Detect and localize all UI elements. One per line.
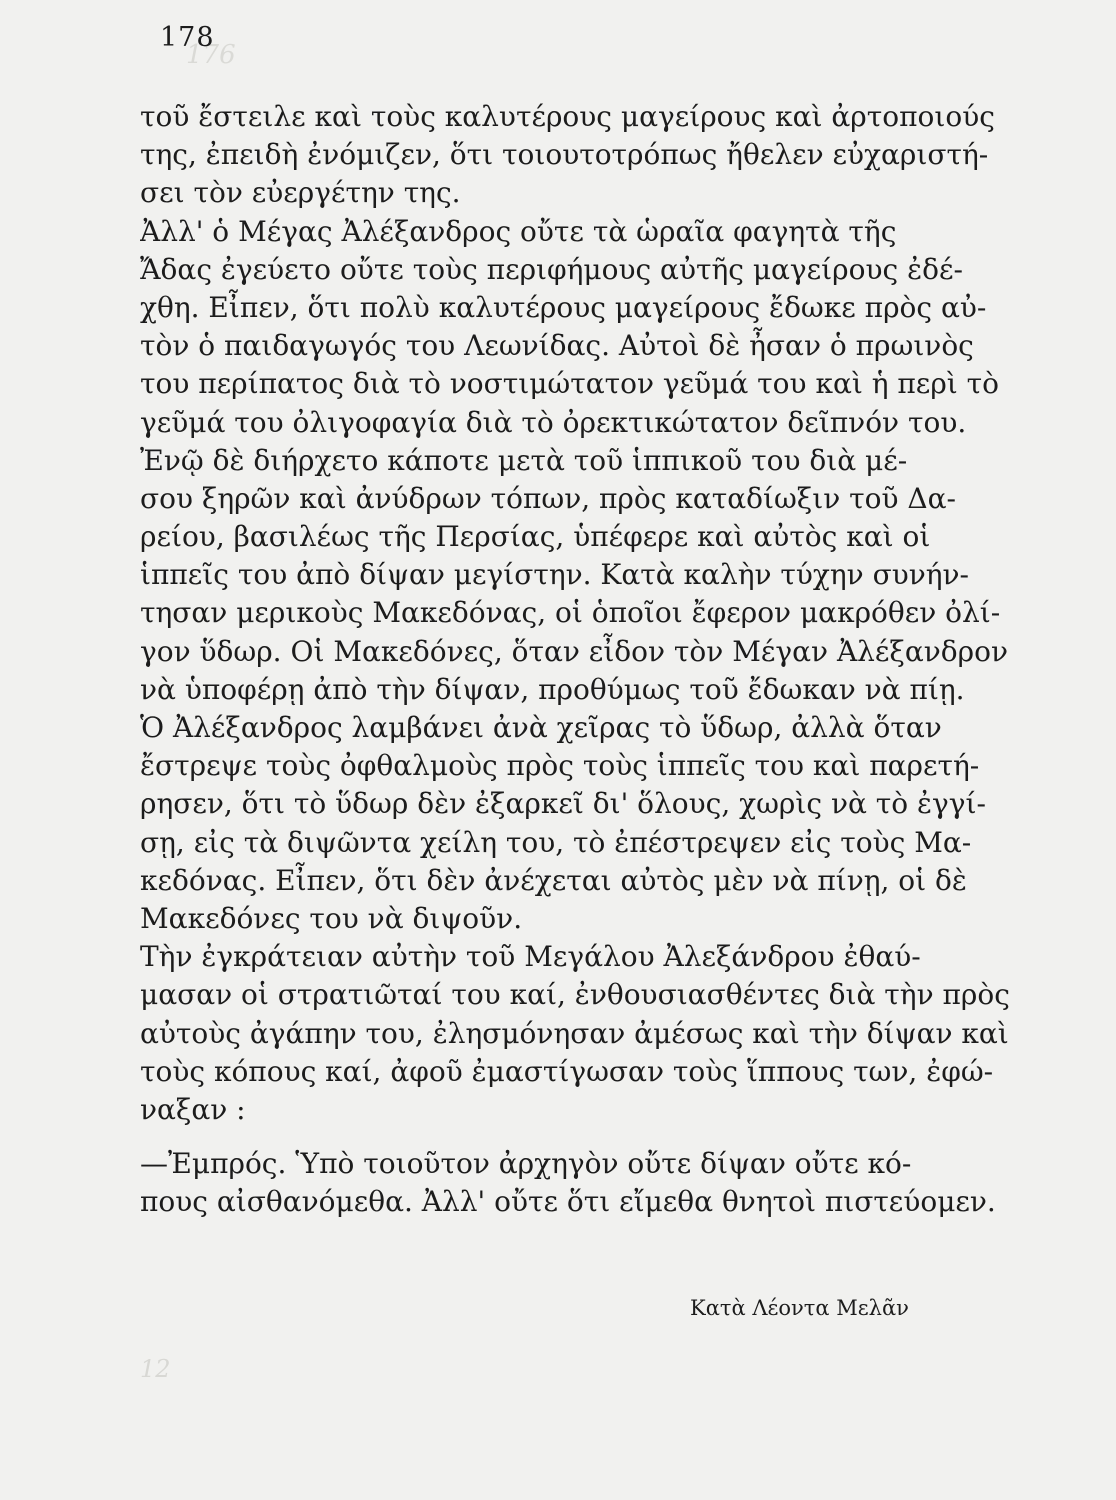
text-line: ἔστρεψε τοὺς ὀφθαλμοὺς πρὸς τοὺς ἱππεῖς του καὶ παρετή- bbox=[140, 749, 980, 783]
text-line: σου ξηρῶν καὶ ἀνύδρων τόπων, πρὸς καταδίωξιν τοῦ Δα- bbox=[140, 481, 956, 515]
text-line: χθη. Εἶπεν, ὅτι πολὺ καλυτέρους μαγείρους ἔδωκε πρὸς αὐ- bbox=[140, 290, 987, 324]
ghost-footer-number: 12 bbox=[140, 1355, 171, 1383]
text-line: σῃ, εἰς τὰ διψῶντα χείλη του, τὸ ἐπέστρεψεν εἰς τοὺς Μα- bbox=[140, 825, 972, 859]
text-line: ναξαν : bbox=[140, 1092, 246, 1126]
text-line: ρείου, βασιλέως τῆς Περσίας, ὑπέφερε καὶ αὐτὸς καὶ οἱ bbox=[140, 520, 931, 554]
text-line: κεδόνας. Εἶπεν, ὅτι δὲν ἀνέχεται αὐτὸς μὲν νὰ πίνῃ, οἱ δὲ bbox=[140, 863, 967, 897]
text-line: νὰ ὑποφέρῃ ἀπὸ τὴν δίψαν, προθύμως τοῦ ἔδωκαν νὰ πίῃ. bbox=[140, 672, 965, 706]
text-line: αὐτοὺς ἀγάπην του, ἐλησμόνησαν ἀμέσως καὶ τὴν δίψαν καὶ bbox=[140, 1016, 1009, 1050]
author-attribution: Κατὰ Λέοντα Μελᾶν bbox=[690, 1296, 909, 1320]
text-line: ρησεν, ὅτι τὸ ὕδωρ δὲν ἐξαρκεῖ δι' ὅλους, χωρὶς νὰ τὸ ἐγγί- bbox=[140, 787, 986, 821]
text-line: Μακεδόνες του νὰ διψοῦν. bbox=[140, 901, 523, 935]
text-line: τοῦ ἔστειλε καὶ τοὺς καλυτέρους μαγείρους καὶ ἀρτοποιούς bbox=[140, 100, 995, 133]
text-line: —Ἐμπρός. Ὑπὸ τοιοῦτον ἀρχηγὸν οὔτε δίψαν οὔτε κό- bbox=[140, 1147, 912, 1181]
text-line: τοὺς κόπους καί, ἀφοῦ ἐμαστίγωσαν τοὺς ἵππους των, ἐφώ- bbox=[140, 1054, 994, 1088]
text-line: μασαν οἱ στρατιῶταί του καί, ἐνθουσιασθέντες διὰ τὴν πρὸς bbox=[140, 978, 1010, 1012]
text-line: του περίπατος διὰ τὸ νοστιμώτατον γεῦμά του καὶ ἡ περὶ τὸ bbox=[140, 367, 1000, 401]
text-line: ἱππεῖς του ἀπὸ δίψαν μεγίστην. Κατὰ καλὴν τύχην συνήν- bbox=[140, 558, 969, 592]
text-line: τησαν μερικοὺς Μακεδόνας, οἱ ὁποῖοι ἔφερον μακρόθεν ὀλί- bbox=[140, 596, 1001, 630]
page-number: 178 bbox=[160, 22, 215, 53]
text-line: της, ἐπειδὴ ἐνόμιζεν, ὅτι τοιουτοτρόπως ἤθελεν εὐχαριστή- bbox=[140, 138, 989, 172]
text-line: Ἄδας ἐγεύετο οὔτε τοὺς περιφήμους αὐτῆς μαγείρους ἐδέ- bbox=[140, 252, 963, 286]
body-text bbox=[140, 98, 1020, 1221]
text-line: Ἀλλ' ὁ Μέγας Ἀλέξανδρος οὔτε τὰ ὡραῖα φαγητὰ τῆς bbox=[140, 214, 897, 248]
text-line: Ὁ Ἀλέξανδρος λαμβάνει ἀνὰ χεῖρας τὸ ὕδωρ, ἀλλὰ ὅταν bbox=[140, 711, 942, 744]
text-line: Ἐνῷ δὲ διήρχετο κάποτε μετὰ τοῦ ἱππικοῦ του διὰ μέ- bbox=[140, 443, 908, 477]
text-line: Τὴν ἐγκράτειαν αὐτὴν τοῦ Μεγάλου Ἀλεξάνδρου ἐθαύ- bbox=[140, 940, 921, 974]
text-line: τὸν ὁ παιδαγωγός του Λεωνίδας. Αὐτοὶ δὲ ἦσαν ὁ πρωινὸς bbox=[140, 329, 974, 363]
text-line: σει τὸν εὐεργέτην της. bbox=[140, 176, 461, 210]
text-line: γεῦμά του ὀλιγοφαγία διὰ τὸ ὀρεκτικώτατον δεῖπνόν του. bbox=[140, 405, 967, 439]
text-line: πους αἰσθανόμεθα. Ἀλλ' οὔτε ὅτι εἴμεθα θνητοὶ πιστεύομεν. bbox=[140, 1185, 996, 1219]
page-number-ghost: 176 bbox=[186, 40, 236, 70]
text-line: γον ὕδωρ. Οἱ Μακεδόνες, ὅταν εἶδον τὸν Μέγαν Ἀλέξανδρον bbox=[140, 634, 1008, 668]
